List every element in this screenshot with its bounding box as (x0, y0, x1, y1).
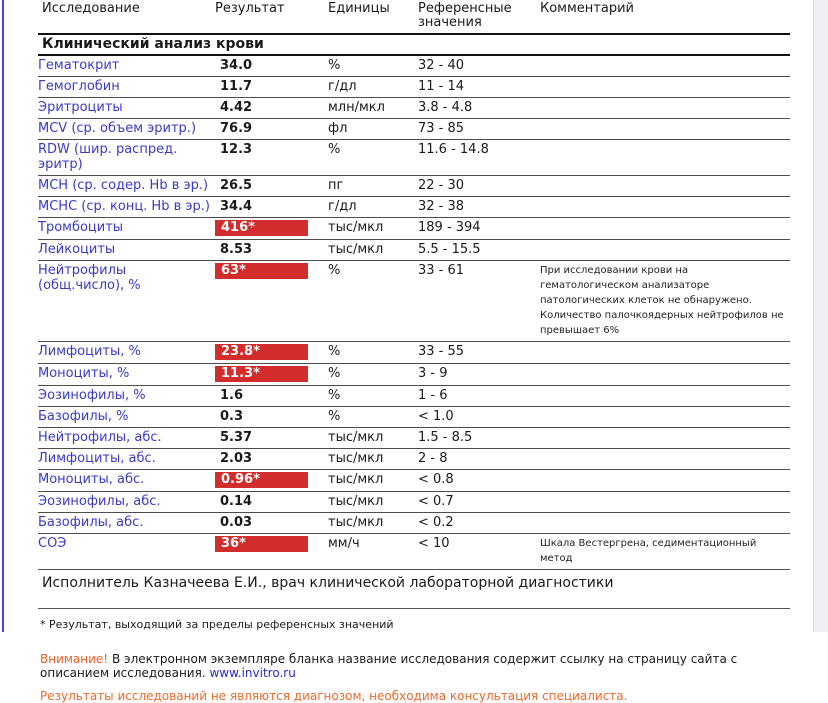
comment-cell (540, 449, 790, 470)
result-value-flagged: 11.3* (215, 366, 308, 382)
result-value: 0.03 (220, 515, 253, 530)
result-cell (215, 342, 328, 364)
result-value: 34.0 (220, 58, 253, 73)
units-cell: фл (328, 119, 418, 140)
test-cell (38, 261, 215, 342)
table-row (38, 449, 790, 470)
units-cell: % (328, 261, 418, 342)
reference-cell: 5.5 - 15.5 (418, 240, 540, 261)
section-title: Клинический анализ крови (38, 34, 790, 55)
test-name-link[interactable]: Эозинофилы, абс. (38, 494, 161, 509)
units-cell: % (328, 364, 418, 386)
test-name-link[interactable]: MCH (ср. содер. Hb в эр.) (38, 178, 209, 193)
reference-cell: 33 - 61 (418, 261, 540, 342)
table-row (38, 98, 790, 119)
test-cell (38, 119, 215, 140)
result-value: 5.37 (220, 430, 253, 445)
result-value: 2.03 (220, 451, 253, 466)
result-value: 0.14 (220, 494, 253, 509)
units-cell: г/дл (328, 197, 418, 218)
column-header-reference: Референсные значения (418, 0, 540, 34)
table-row (38, 428, 790, 449)
reference-cell: < 0.7 (418, 492, 540, 513)
column-header-comment: Комментарий (540, 0, 790, 34)
page-edge-strip (813, 0, 828, 632)
result-cell (215, 140, 328, 176)
test-name-link[interactable]: Базофилы, абс. (38, 515, 144, 530)
comment-cell (540, 119, 790, 140)
comment-cell: Шкала Вестергрена, седиментационный метод (540, 534, 790, 570)
result-cell (215, 119, 328, 140)
table-row (38, 534, 790, 570)
table-row (38, 407, 790, 428)
result-cell (215, 240, 328, 261)
reference-cell: 32 - 38 (418, 197, 540, 218)
table-row (38, 218, 790, 240)
comment-cell (540, 386, 790, 407)
units-cell: тыс/мкл (328, 240, 418, 261)
reference-cell: < 0.8 (418, 470, 540, 492)
table-row (38, 176, 790, 197)
units-cell: % (328, 342, 418, 364)
test-name-link[interactable]: Базофилы, % (38, 409, 129, 424)
comment-cell (540, 407, 790, 428)
units-cell: тыс/мкл (328, 449, 418, 470)
test-cell (38, 140, 215, 176)
units-cell: % (328, 407, 418, 428)
test-cell (38, 197, 215, 218)
attention-notice (40, 652, 790, 680)
left-edge-rule (2, 0, 4, 632)
units-cell: пг (328, 176, 418, 197)
result-value: 76.9 (220, 121, 253, 136)
result-value: 11.7 (220, 79, 253, 94)
result-cell (215, 364, 328, 386)
units-cell: % (328, 55, 418, 77)
test-name-link[interactable]: Тромбоциты (38, 220, 124, 235)
result-cell (215, 470, 328, 492)
result-value-flagged: 63* (215, 263, 308, 279)
reference-cell: 32 - 40 (418, 55, 540, 77)
test-name-link[interactable]: Эозинофилы, % (38, 388, 146, 403)
reference-cell: 73 - 85 (418, 119, 540, 140)
comment-cell (540, 197, 790, 218)
result-cell (215, 513, 328, 534)
comment-cell (540, 140, 790, 176)
result-value-flagged: 0.96* (215, 472, 308, 488)
table-row (38, 492, 790, 513)
result-value-flagged: 36* (215, 536, 308, 552)
test-cell (38, 428, 215, 449)
table-row (38, 342, 790, 364)
reference-cell: 1 - 6 (418, 386, 540, 407)
result-value: 34.4 (220, 199, 253, 214)
reference-cell: 3.8 - 4.8 (418, 98, 540, 119)
test-cell (38, 534, 215, 570)
test-cell (38, 386, 215, 407)
result-cell (215, 492, 328, 513)
table-row (38, 240, 790, 261)
section-header-row (38, 34, 790, 55)
units-cell: тыс/мкл (328, 513, 418, 534)
result-value: 0.3 (220, 409, 244, 424)
comment-cell (540, 470, 790, 492)
result-cell (215, 77, 328, 98)
table-row (38, 364, 790, 386)
table-row (38, 119, 790, 140)
test-name-link[interactable]: Эритроциты (38, 100, 123, 115)
table-row (38, 140, 790, 176)
reference-cell: 1.5 - 8.5 (418, 428, 540, 449)
test-name-link[interactable]: Гемоглобин (38, 79, 120, 94)
comment-cell (540, 218, 790, 240)
result-cell (215, 534, 328, 570)
results-table (38, 0, 790, 570)
table-row (38, 197, 790, 218)
reference-cell: 11.6 - 14.8 (418, 140, 540, 176)
result-cell (215, 386, 328, 407)
attention-label: Внимание! (40, 652, 109, 666)
invitro-site-link[interactable]: www.invitro.ru (209, 666, 296, 680)
result-value-flagged: 23.8* (215, 344, 308, 360)
units-cell: % (328, 140, 418, 176)
units-cell: тыс/мкл (328, 492, 418, 513)
result-cell (215, 218, 328, 240)
result-value: 12.3 (220, 142, 253, 157)
comment-cell (540, 240, 790, 261)
result-value-flagged: 416* (215, 220, 308, 236)
comment-cell (540, 176, 790, 197)
result-cell (215, 176, 328, 197)
test-name-link[interactable]: Нейтрофилы (общ.число), % (38, 263, 141, 293)
column-header-units: Единицы (328, 0, 418, 34)
table-row (38, 55, 790, 77)
disclaimer-notice: Результаты исследований не являются диагнозом, необходима консультация специалиста. (40, 689, 628, 703)
comment-cell: При исследовании крови на гематологическом анализаторе патологических клеток не обнаружено. Количество палочкоядерных нейтрофилов не превышает 6% (540, 261, 790, 342)
test-name-link[interactable]: Лейкоциты (38, 242, 116, 257)
test-cell (38, 342, 215, 364)
test-name-link[interactable]: Нейтрофилы, абс. (38, 430, 162, 445)
comment-cell (540, 55, 790, 77)
comment-cell (540, 77, 790, 98)
result-value: 1.6 (220, 388, 244, 403)
comment-cell (540, 342, 790, 364)
test-cell (38, 98, 215, 119)
result-cell (215, 407, 328, 428)
reference-cell: 11 - 14 (418, 77, 540, 98)
executor-line: Исполнитель Казначеева Е.И., врач клинической лабораторной диагностики (42, 575, 614, 591)
reference-cell: 3 - 9 (418, 364, 540, 386)
table-row (38, 77, 790, 98)
table-row (38, 386, 790, 407)
test-cell (38, 176, 215, 197)
reference-cell: < 1.0 (418, 407, 540, 428)
table-header-row (38, 0, 790, 34)
test-name-link[interactable]: Моноциты, абс. (38, 472, 145, 487)
column-header-result: Результат (215, 0, 328, 34)
test-cell (38, 492, 215, 513)
reference-cell: < 0.2 (418, 513, 540, 534)
test-name-link[interactable]: Лимфоциты, % (38, 344, 141, 359)
test-name-link[interactable]: Гематокрит (38, 58, 120, 73)
units-cell: тыс/мкл (328, 218, 418, 240)
units-cell: тыс/мкл (328, 470, 418, 492)
result-cell (215, 98, 328, 119)
test-name-link[interactable]: MCV (ср. объем эритр.) (38, 121, 197, 136)
reference-cell: 22 - 30 (418, 176, 540, 197)
test-cell (38, 364, 215, 386)
test-name-link[interactable]: Моноциты, % (38, 366, 130, 381)
table-row (38, 470, 790, 492)
comment-cell (540, 98, 790, 119)
test-cell (38, 240, 215, 261)
reference-cell: 2 - 8 (418, 449, 540, 470)
table-row (38, 513, 790, 534)
results-table-body (38, 55, 790, 570)
table-row (38, 261, 790, 342)
column-header-test: Исследование (38, 0, 215, 34)
test-cell (38, 407, 215, 428)
result-value: 26.5 (220, 178, 253, 193)
test-name-link[interactable]: RDW (шир. распред. эритр) (38, 142, 178, 172)
test-cell (38, 55, 215, 77)
result-cell (215, 449, 328, 470)
test-name-link[interactable]: СОЭ (38, 536, 67, 551)
reference-cell: 189 - 394 (418, 218, 540, 240)
result-value: 8.53 (220, 242, 253, 257)
units-cell: г/дл (328, 77, 418, 98)
comment-cell (540, 513, 790, 534)
attention-text: В электронном экземпляре бланка название исследования содержит ссылку на страницу сайта с описанием исследования. (40, 652, 738, 680)
comment-cell (540, 428, 790, 449)
test-name-link[interactable]: MCHC (ср. конц. Hb в эр.) (38, 199, 210, 214)
result-cell (215, 55, 328, 77)
reference-cell: < 10 (418, 534, 540, 570)
test-cell (38, 513, 215, 534)
result-value: 4.42 (220, 100, 253, 115)
comment-cell (540, 492, 790, 513)
units-cell: млн/мкл (328, 98, 418, 119)
flag-footnote: * Результат, выходящий за пределы референсных значений (40, 618, 394, 631)
comment-cell (540, 364, 790, 386)
units-cell: тыс/мкл (328, 428, 418, 449)
result-cell (215, 197, 328, 218)
test-name-link[interactable]: Лимфоциты, абс. (38, 451, 156, 466)
report-content (38, 0, 790, 703)
units-cell: мм/ч (328, 534, 418, 570)
units-cell: % (328, 386, 418, 407)
reference-cell: 33 - 55 (418, 342, 540, 364)
footer-separator (38, 608, 790, 609)
result-cell (215, 261, 328, 342)
test-cell (38, 470, 215, 492)
test-cell (38, 449, 215, 470)
test-cell (38, 77, 215, 98)
result-cell (215, 428, 328, 449)
test-cell (38, 218, 215, 240)
